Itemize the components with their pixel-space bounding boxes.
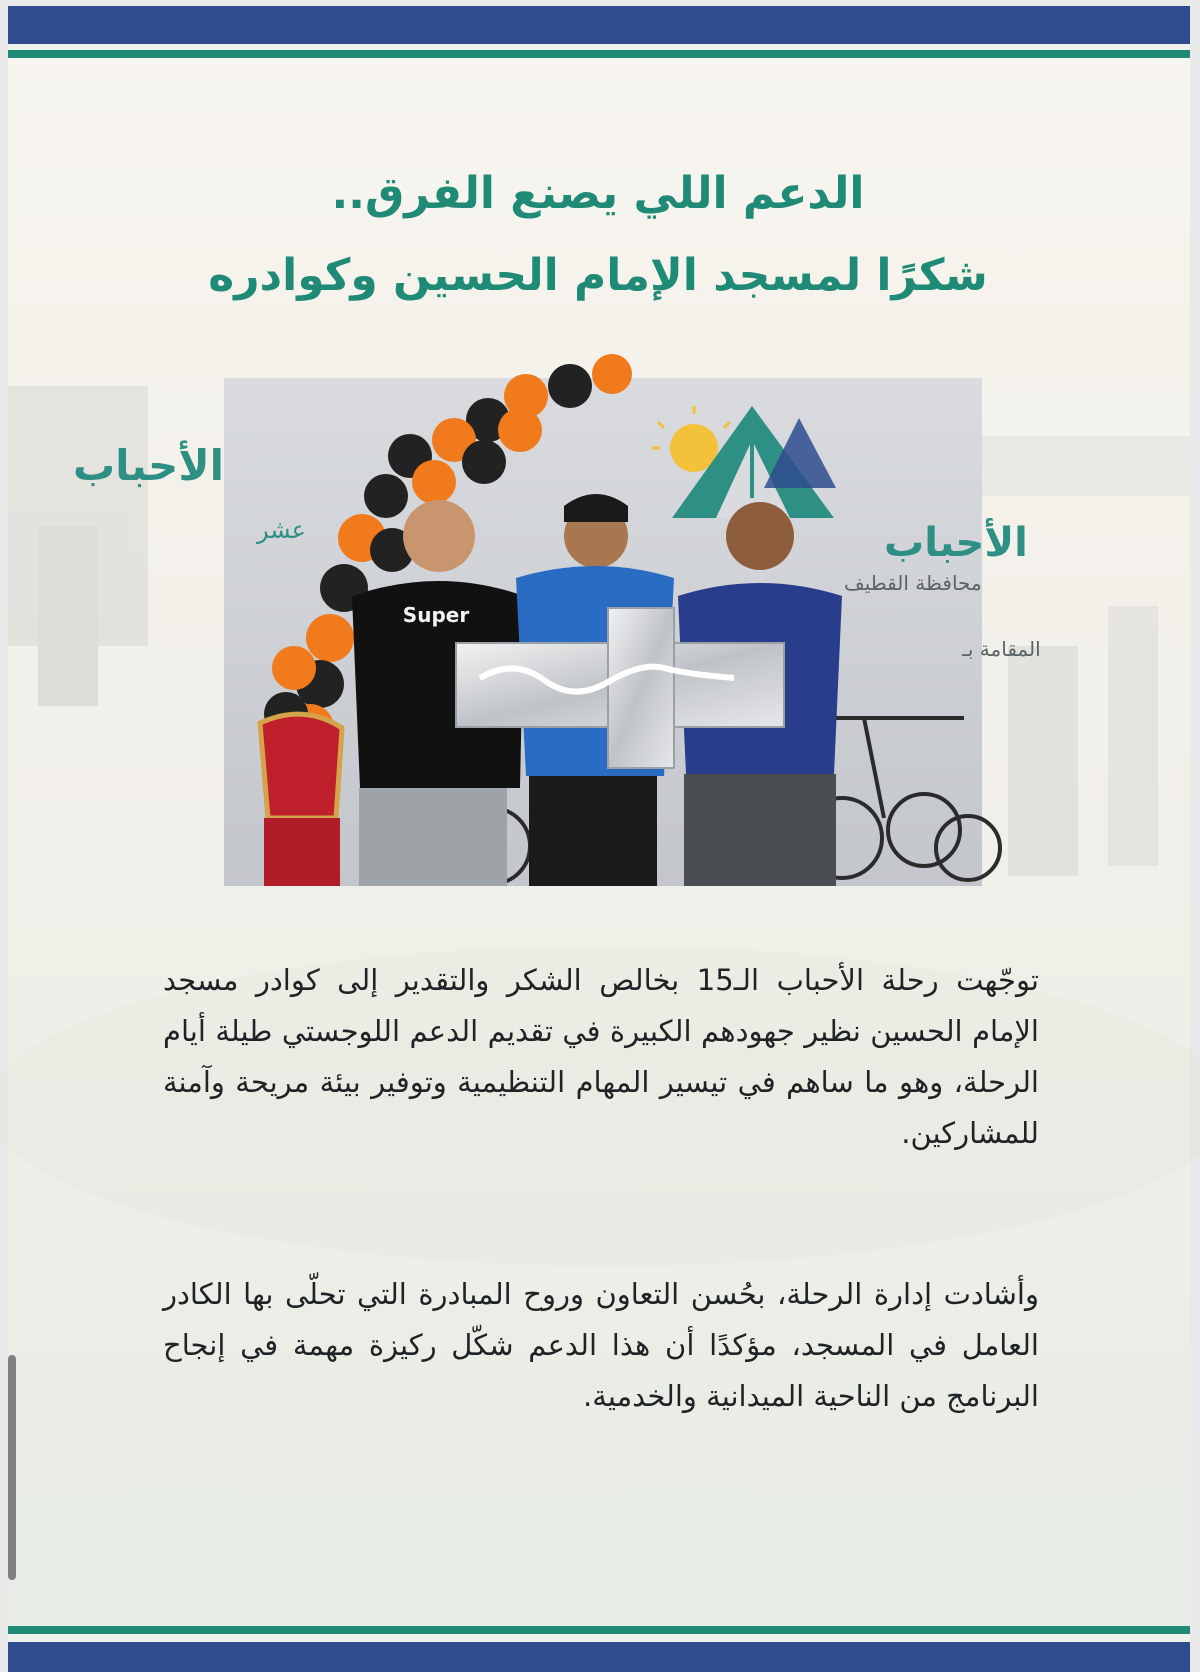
red-chair [260,714,342,886]
banner-text-left-sub: عشر [257,516,306,544]
banner-text-right-sub: محافظة القطيف [844,571,982,595]
banner-text-left: الأحباب [72,441,224,490]
bottom-gap [8,1634,1190,1642]
bottom-green-band [8,1626,1190,1634]
page-title-line1: الدعم اللي يصنع الفرق.. [331,168,865,219]
body-paragraph-1: توجّهت رحلة الأحباب الـ15 بخالص الشكر والتقدير إلى كوادر مسجد الإمام الحسين نظير جهودهم الكبيرة في تقديم الدعم اللوجستي طيلة أيام الرحلة، وهو ما ساهم في تيسير المهام التنظيمية وتوفير بيئة مريحة وآمنة للمشاركين. [163,963,1039,1150]
page-title-line2: شكرًا لمسجد الإمام الحسين وكوادره [208,250,988,301]
shirt-text: Super [402,603,470,627]
banner-text-bottom: المقامة بـ [962,637,1041,661]
top-blue-band [8,6,1190,44]
bottom-blue-band [8,1642,1190,1672]
body-paragraph-2: وأشادت إدارة الرحلة، بحُسن التعاون وروح المبادرة التي تحلّى بها الكادر العامل في المسجد، مؤكدًا أن هذا الدعم شكّل ركيزة مهمة في إنجاح البرنامج من الناحية الميدانية والخدمية. [163,1277,1039,1413]
banner-text-right: الأحباب [884,520,1028,566]
vertical-scrollbar[interactable] [8,1355,16,1580]
group-photo [72,378,1041,886]
document-page [8,6,1190,1672]
top-green-band [8,50,1190,58]
